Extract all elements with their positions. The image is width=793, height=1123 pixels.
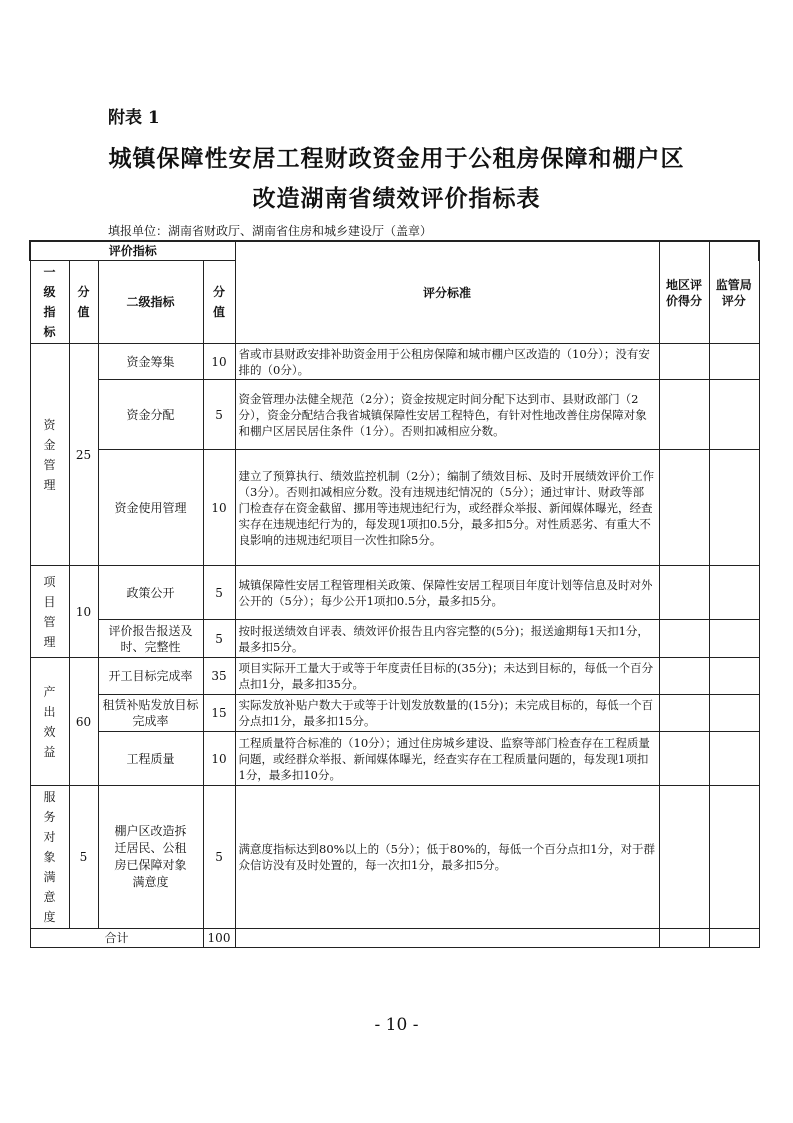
level1-cell: 项目管理 bbox=[30, 566, 69, 658]
level1-score-cell: 5 bbox=[69, 786, 98, 929]
total-label: 合计 bbox=[30, 929, 203, 948]
local-score-cell[interactable] bbox=[659, 344, 709, 380]
level2-cell: 资金分配 bbox=[98, 380, 203, 450]
criteria-cell: 城镇保障性安居工程管理相关政策、保障性安居工程项目年度计划等信息及时对外公开的（5分）；每少公开1项扣0.5分，最多扣5分。 bbox=[235, 566, 659, 620]
level1-score-cell: 25 bbox=[69, 344, 98, 566]
level2-score-cell: 10 bbox=[203, 344, 235, 380]
level2-score-cell: 5 bbox=[203, 566, 235, 620]
criteria-cell: 资金管理办法健全规范（2分）；资金按规定时间分配下达到市、县财政部门（2分），资金分配结合我省城镇保障性安居工程特色，有针对性地改善住房保障对象和棚户区居民居住条件（1分）。否则扣减相应分数。 bbox=[235, 380, 659, 450]
level1-score-cell: 60 bbox=[69, 658, 98, 786]
table-row bbox=[30, 658, 759, 695]
level2-score-cell: 15 bbox=[203, 695, 235, 732]
level1-score-cell: 10 bbox=[69, 566, 98, 658]
table-row bbox=[30, 786, 759, 929]
level2-cell: 工程质量 bbox=[98, 732, 203, 786]
document-title-line-2: 改造湖南省绩效评价指标表 bbox=[252, 185, 541, 212]
header-indicators: 评价指标 bbox=[30, 241, 235, 261]
header-supervisor-score: 监管局评分 bbox=[709, 241, 759, 344]
level2-cell: 开工目标完成率 bbox=[98, 658, 203, 695]
table-row bbox=[30, 620, 759, 658]
supervisor-score-cell[interactable] bbox=[709, 732, 759, 786]
level2-score-cell: 5 bbox=[203, 786, 235, 929]
criteria-cell: 建立了预算执行、绩效监控机制（2分）；编制了绩效目标、及时开展绩效评价工作（3分）。否则扣减相应分数。没有违规违纪情况的（5分）；通过审计、财政等部门检查存在资金截留、挪用等违规违纪行为，或经群众举报、新闻媒体曝光，经查实存在违规违纪行为的，每发现1项扣0.5分，最多扣5分。对性质恶劣、有重大不良影响的违规违纪项目一次性扣除5分。 bbox=[235, 450, 659, 566]
table-row bbox=[30, 695, 759, 732]
level2-score-cell: 35 bbox=[203, 658, 235, 695]
header-score2: 分值 bbox=[203, 261, 235, 344]
criteria-cell: 满意度指标达到80%以上的（5分）；低于80%的，每低一个百分点扣1分，对于群众信访没有及时处置的，每一次扣1分，最多扣5分。 bbox=[235, 786, 659, 929]
reporting-unit: 填报单位：湖南省财政厅、湖南省住房和城乡建设厅（盖章） bbox=[108, 224, 433, 238]
header-level2: 二级指标 bbox=[98, 261, 203, 344]
supervisor-score-cell[interactable] bbox=[709, 344, 759, 380]
criteria-cell: 实际发放补贴户数大于或等于计划发放数量的(15分)；未完成目标的，每低一个百分点扣1分，最多扣15分。 bbox=[235, 695, 659, 732]
header-criteria: 评分标准 bbox=[235, 241, 659, 344]
total-row bbox=[30, 929, 759, 948]
header-local-score: 地区评价得分 bbox=[659, 241, 709, 344]
local-score-cell[interactable] bbox=[659, 620, 709, 658]
supervisor-score-cell[interactable] bbox=[709, 786, 759, 929]
document-title-line-1: 城镇保障性安居工程财政资金用于公租房保障和棚户区 bbox=[108, 145, 685, 172]
criteria-cell: 工程质量符合标准的（10分）；通过住房城乡建设、监察等部门检查存在工程质量问题，或经群众举报、新闻媒体曝光，经查实存在工程质量问题的，每发现1项扣1分，最多扣10分。 bbox=[235, 732, 659, 786]
level2-cell: 资金使用管理 bbox=[98, 450, 203, 566]
appendix-label: 附表 1 bbox=[108, 108, 160, 128]
header-score: 分值 bbox=[69, 261, 98, 344]
header-level1: 一级指标 bbox=[30, 261, 69, 344]
local-score-cell[interactable] bbox=[659, 732, 709, 786]
total-score: 100 bbox=[203, 929, 235, 948]
supervisor-score-cell[interactable] bbox=[709, 380, 759, 450]
local-score-cell[interactable] bbox=[659, 786, 709, 929]
criteria-cell: 按时报送绩效自评表、绩效评价报告且内容完整的(5分)；报送逾期每1天扣1分，最多扣5分。 bbox=[235, 620, 659, 658]
supervisor-score-cell[interactable] bbox=[709, 566, 759, 620]
table-row bbox=[30, 380, 759, 450]
local-score-cell[interactable] bbox=[659, 380, 709, 450]
criteria-cell: 省或市县财政安排补助资金用于公租房保障和城市棚户区改造的（10分）；没有安排的（0分）。 bbox=[235, 344, 659, 380]
supervisor-score-cell[interactable] bbox=[709, 450, 759, 566]
table-row bbox=[30, 344, 759, 380]
level1-cell: 产出效益 bbox=[30, 658, 69, 786]
level2-score-cell: 5 bbox=[203, 620, 235, 658]
level2-score-cell: 5 bbox=[203, 380, 235, 450]
table-row bbox=[30, 732, 759, 786]
header-row-1 bbox=[30, 241, 759, 261]
level1-cell: 服务对象满意度 bbox=[30, 786, 69, 929]
level2-cell: 资金筹集 bbox=[98, 344, 203, 380]
local-score-cell[interactable] bbox=[659, 566, 709, 620]
supervisor-score-cell[interactable] bbox=[709, 929, 759, 948]
local-score-cell[interactable] bbox=[659, 450, 709, 566]
supervisor-score-cell[interactable] bbox=[709, 620, 759, 658]
level2-cell: 评价报告报送及时、完整性 bbox=[98, 620, 203, 658]
evaluation-indicator-table bbox=[29, 240, 760, 948]
local-score-cell[interactable] bbox=[659, 929, 709, 948]
level2-score-cell: 10 bbox=[203, 732, 235, 786]
level2-score-cell: 10 bbox=[203, 450, 235, 566]
page-number: - 10 - bbox=[374, 1015, 419, 1035]
level2-cell: 棚户区改造拆迁居民、公租房已保障对象满意度 bbox=[98, 786, 203, 929]
local-score-cell[interactable] bbox=[659, 658, 709, 695]
criteria-cell bbox=[235, 929, 659, 948]
table-row bbox=[30, 566, 759, 620]
level2-cell: 租赁补贴发放目标完成率 bbox=[98, 695, 203, 732]
table-row bbox=[30, 450, 759, 566]
level2-cell: 政策公开 bbox=[98, 566, 203, 620]
local-score-cell[interactable] bbox=[659, 695, 709, 732]
supervisor-score-cell[interactable] bbox=[709, 695, 759, 732]
criteria-cell: 项目实际开工量大于或等于年度责任目标的(35分)；未达到目标的，每低一个百分点扣1分，最多扣35分。 bbox=[235, 658, 659, 695]
level1-cell: 资金管理 bbox=[30, 344, 69, 566]
supervisor-score-cell[interactable] bbox=[709, 658, 759, 695]
